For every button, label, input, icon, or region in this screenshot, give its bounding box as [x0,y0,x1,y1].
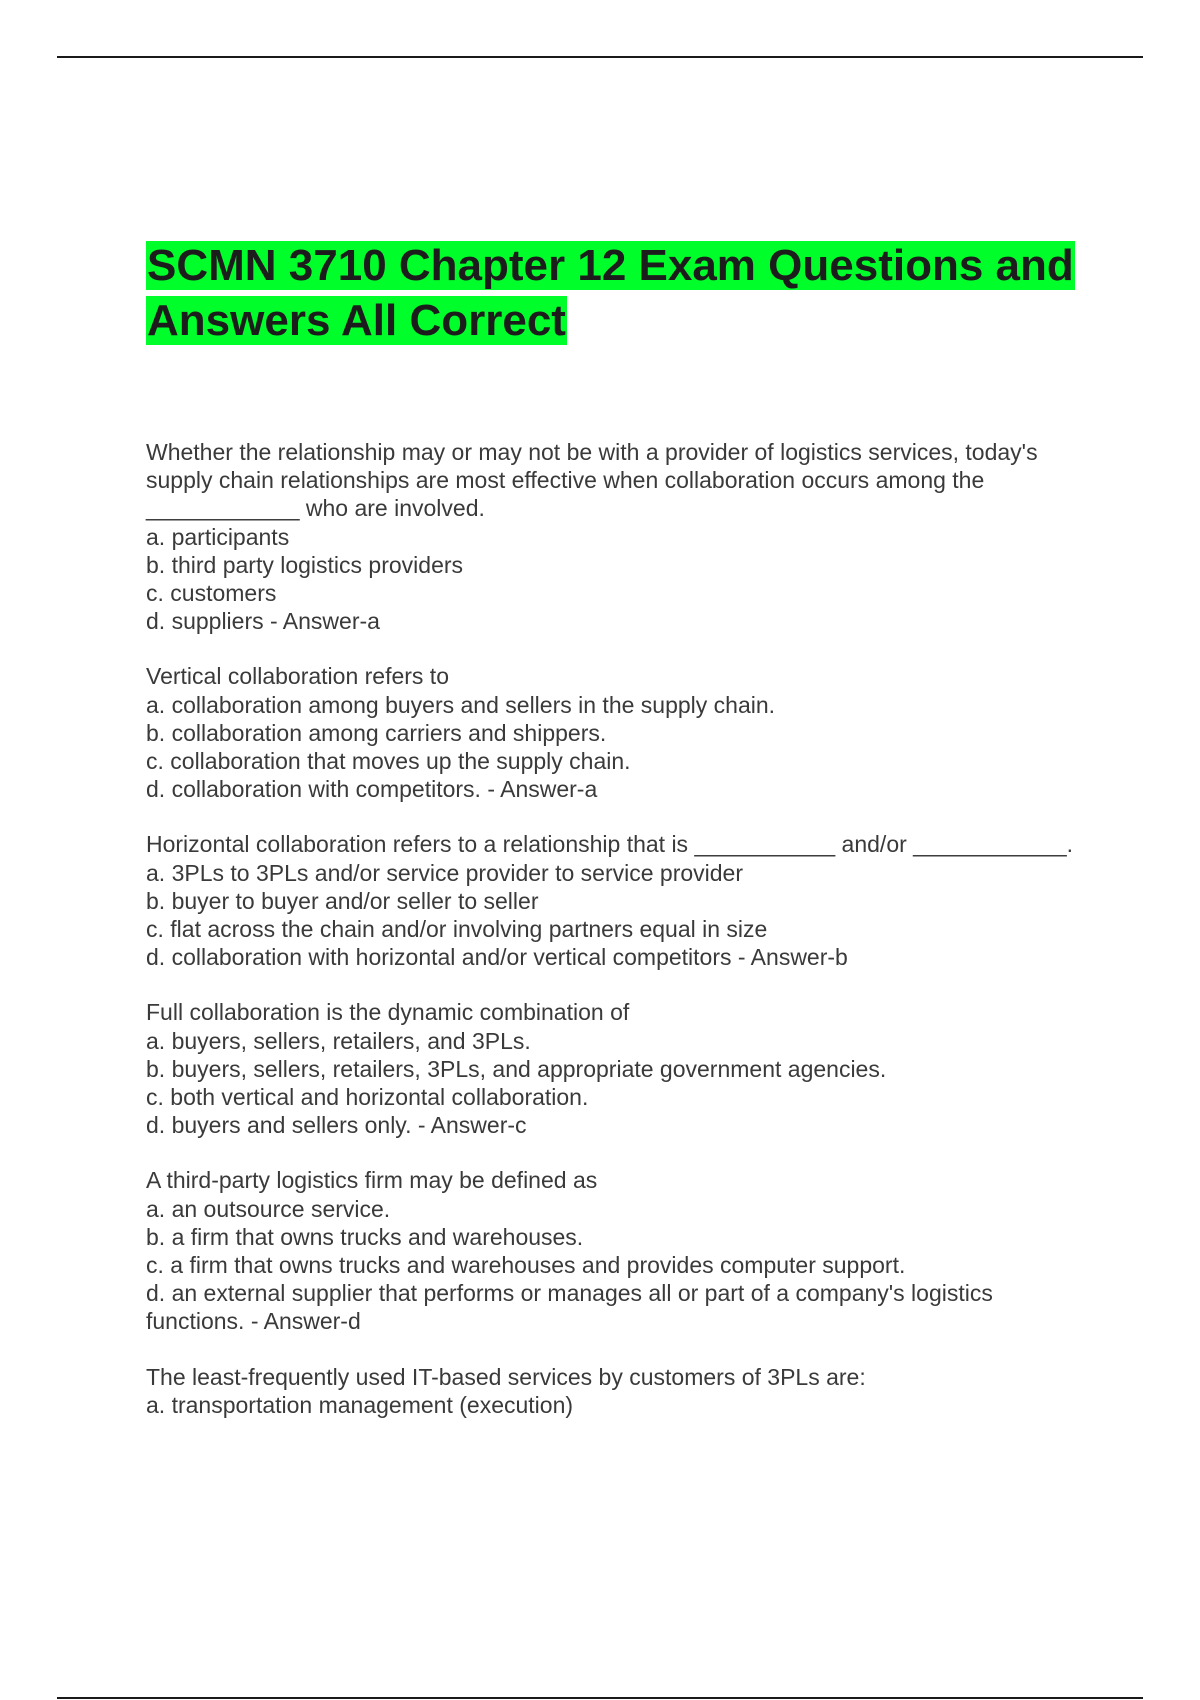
option-d-answer: d. collaboration with horizontal and/or vertical competitors - Answer-b [146,944,848,971]
option-c: c. flat across the chain and/or involving partners equal in size [146,916,768,943]
question-prompt: The least-frequently used IT-based services by customers of 3PLs are: [146,1363,866,1390]
question-list [146,438,1091,1446]
option-c: c. a firm that owns trucks and warehouses and provides computer support. [146,1252,906,1279]
question-4 [146,998,1091,1139]
question-prompt: Vertical collaboration refers to [146,663,449,690]
option-a: a. transportation management (execution) [146,1391,574,1418]
question-prompt: A third-party logistics firm may be defined as [146,1167,598,1194]
question-prompt: Horizontal collaboration refers to a relationship that is ___________ and/or ____________. [146,831,1074,858]
option-a: a. collaboration among buyers and sellers in the supply chain. [146,691,776,718]
question-prompt: Full collaboration is the dynamic combination of [146,999,630,1026]
document-title [146,238,1076,348]
title-highlight: SCMN 3710 Chapter 12 Exam Questions and Answers All Correct [147,241,1074,345]
option-c: c. both vertical and horizontal collaboration. [146,1084,589,1111]
question-2 [146,662,1091,803]
option-d-answer: d. suppliers - Answer-a [146,608,380,635]
option-c: c. customers [146,580,277,607]
bottom-rule [57,1697,1143,1699]
option-a: a. participants [146,523,290,550]
option-list [146,1027,1091,1140]
option-list [146,859,1091,972]
option-b: b. collaboration among carriers and shippers. [146,719,607,746]
option-d-answer: d. buyers and sellers only. - Answer-c [146,1112,527,1139]
question-prompt: Whether the relationship may or may not be with a provider of logistics services, today's supply chain relationships are most effective when collaboration occurs among the ____________ who are involved. [146,439,1038,522]
option-d-answer: d. collaboration with competitors. - Answer-a [146,776,598,803]
option-a: a. an outsource service. [146,1195,391,1222]
question-6 [146,1363,1091,1419]
option-d-answer: d. an external supplier that performs or manages all or part of a company's logistics functions. - Answer-d [146,1280,993,1335]
option-b: b. buyer to buyer and/or seller to seller [146,887,539,914]
option-list [146,1391,1091,1419]
option-b: b. a firm that owns trucks and warehouses. [146,1223,584,1250]
question-5 [146,1166,1091,1335]
top-rule [57,56,1143,58]
option-b: b. third party logistics providers [146,551,464,578]
option-list [146,523,1091,636]
option-a: a. 3PLs to 3PLs and/or service provider to service provider [146,859,744,886]
option-list [146,691,1091,804]
option-b: b. buyers, sellers, retailers, 3PLs, and appropriate government agencies. [146,1055,887,1082]
option-list [146,1195,1091,1336]
option-c: c. collaboration that moves up the supply chain. [146,748,631,775]
question-3 [146,830,1091,971]
question-1 [146,438,1091,635]
option-a: a. buyers, sellers, retailers, and 3PLs. [146,1027,531,1054]
